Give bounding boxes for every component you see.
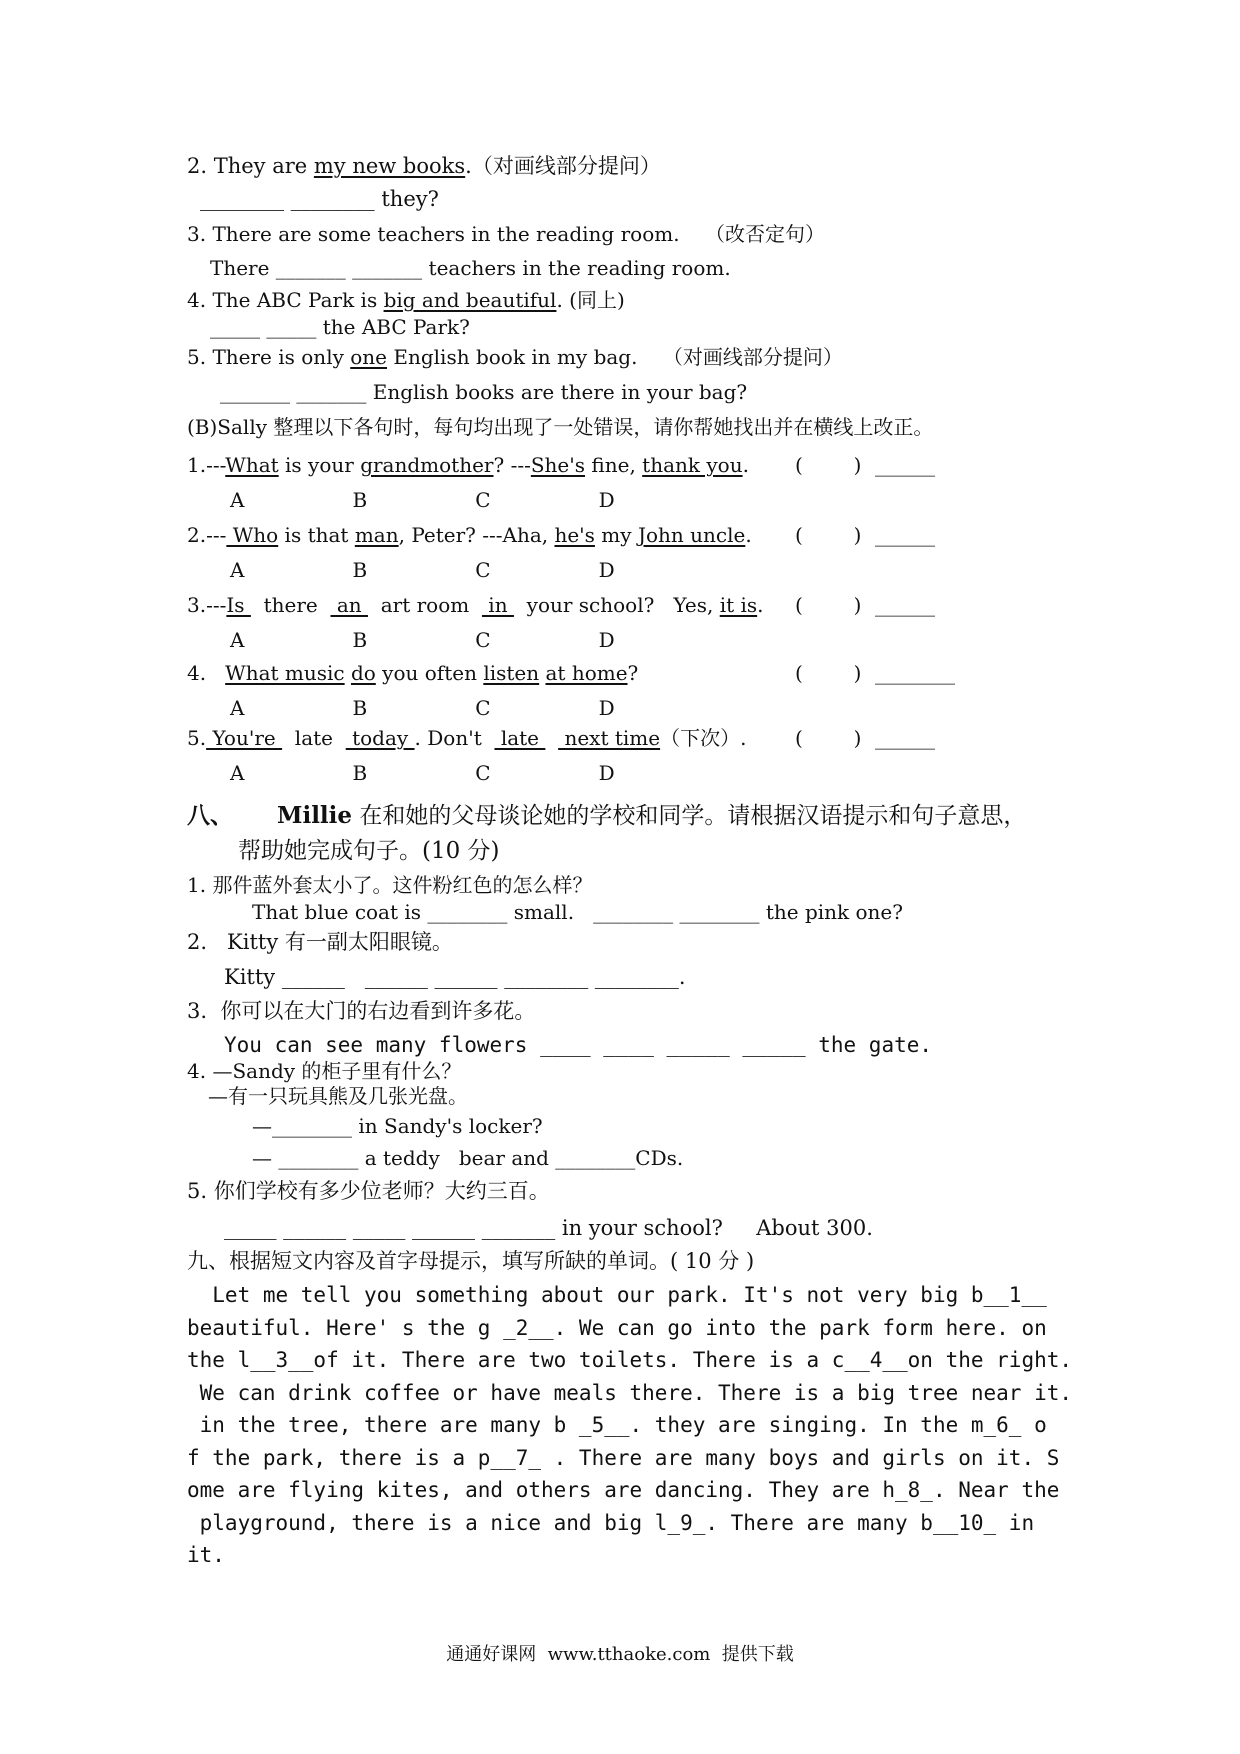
sec8-q3-zh: 3. 你可以在大门的右边看到许多花。 bbox=[187, 999, 536, 1023]
q7b-underlined-part: John uncle bbox=[637, 523, 746, 547]
passage-line: f the park, there is a p__7_ . There are many boys and girls on it. S bbox=[187, 1445, 1060, 1470]
q7a-3: 3. There are some teachers in the reading room. （改否定句） bbox=[187, 222, 825, 246]
q7b-correction-blank: ______ bbox=[875, 523, 935, 547]
sec8-q3-en: You can see many flowers ____ ____ _____ _____ the gate. bbox=[224, 1033, 933, 1057]
q7b-underlined-part: Who bbox=[226, 523, 279, 547]
q7b-text-part: 4. bbox=[187, 661, 226, 685]
sec8-title-cont: 帮助她完成句子。(10 分) bbox=[238, 838, 500, 864]
q7b-answer-paren: ( ) bbox=[795, 593, 862, 617]
sec8-title bbox=[187, 803, 1026, 829]
q7b-text-part bbox=[545, 726, 558, 750]
sec8-q5-en: _____ ______ _____ ______ _______ in your school? About 300. bbox=[224, 1216, 873, 1240]
q7b-underlined-part: late bbox=[494, 726, 546, 750]
q7b-text-part: . bbox=[745, 523, 752, 547]
q7b-underlined-part: he's bbox=[554, 523, 595, 547]
q7b-text-part: is your bbox=[278, 453, 361, 477]
q7b-text-part: ? bbox=[627, 661, 639, 685]
passage-line: beautiful. Here' s the g _2__. We can go into the park form here. on bbox=[187, 1315, 1047, 1340]
q7b-underlined-part: listen bbox=[483, 661, 540, 685]
q7b-option-letters: A B C D bbox=[230, 761, 615, 785]
q7a-5 bbox=[187, 344, 843, 370]
q7b-underlined-part: What bbox=[225, 453, 279, 477]
q7a-5-underlined: one bbox=[350, 345, 388, 369]
sec8-q1-en: That blue coat is ________ small. ________ ________ the pink one? bbox=[252, 900, 903, 924]
sec8-title-rest: 在和她的父母谈论她的学校和同学。请根据汉语提示和句子意思， bbox=[352, 803, 1027, 829]
q7b-underlined-part: She's bbox=[530, 453, 586, 477]
q7b-answer-paren: ( ) bbox=[795, 726, 862, 750]
passage-line: playground, there is a nice and big l_9_. There are many b__10_ in bbox=[187, 1510, 1035, 1535]
q7b-underlined-part: What music bbox=[225, 661, 345, 685]
passage-line: We can drink coffee or have meals there. There is a big tree near it. bbox=[187, 1380, 1073, 1405]
sec8-q1-zh: 1. 那件蓝外套太小了。这件粉红色的怎么样？ bbox=[187, 873, 593, 897]
q7b-text-part: 1.--- bbox=[187, 453, 226, 477]
q7b-item bbox=[187, 452, 749, 478]
passage-line: in the tree, there are many b _5__. they are singing. In the m_6_ o bbox=[187, 1413, 1047, 1437]
q7b-text-part: there bbox=[250, 593, 331, 617]
q7b-text-part: 5. bbox=[187, 726, 207, 750]
q7b-text-part: you often bbox=[375, 661, 484, 685]
q7b-text-part: 3.--- bbox=[187, 593, 227, 617]
q7b-underlined-part: Is bbox=[226, 593, 251, 617]
sec8-title-name: Millie bbox=[277, 802, 353, 829]
passage-line: ome are flying kites, and others are dancing. They are h_8_. Near the bbox=[187, 1478, 1060, 1502]
q7b-underlined-part: do bbox=[350, 661, 376, 685]
q7b-underlined-part: at home bbox=[545, 661, 628, 685]
q7a-4 bbox=[187, 287, 625, 313]
sec8-q2-zh: 2. Kitty 有一副太阳眼镜。 bbox=[187, 930, 453, 954]
q7b-text-part: , Peter? ---Aha, bbox=[398, 523, 555, 547]
sec8-q5-zh: 5. 你们学校有多少位老师？大约三百。 bbox=[187, 1179, 550, 1203]
q7b-text-part: . Don't bbox=[414, 726, 495, 750]
sec8-q4-zh: 4. —Sandy 的柜子里有什么？ bbox=[187, 1059, 462, 1083]
q7b-option-letters: A B C D bbox=[230, 558, 615, 582]
q7a-2-pre: 2. They are bbox=[187, 154, 314, 178]
q7b-correction-blank: ______ bbox=[875, 453, 935, 477]
q7a-2-underlined: my new books bbox=[313, 154, 466, 178]
q7b-underlined-part: an bbox=[330, 593, 369, 617]
q7b-text-part: is that bbox=[278, 523, 355, 547]
q7a-5-pre: 5. There is only bbox=[187, 345, 351, 369]
q7b-item bbox=[187, 592, 764, 618]
q7b-item bbox=[187, 522, 752, 548]
sec8-q4-en2: — ________ a teddy bear and ________CDs. bbox=[252, 1146, 684, 1170]
q7b-option-letters: A B C D bbox=[230, 696, 615, 720]
q7b-item bbox=[187, 660, 638, 686]
sec8-q2-en: Kitty ______ ______ ______ ________ ________. bbox=[224, 965, 686, 989]
q7b-underlined-part: thank you bbox=[642, 453, 743, 477]
q7b-underlined-part: next time bbox=[558, 726, 661, 750]
q7b-text-part: （下次）. bbox=[660, 726, 747, 750]
q7a-3-answer: There _______ _______ teachers in the reading room. bbox=[210, 256, 731, 280]
q7b-answer-paren: ( ) bbox=[795, 523, 862, 547]
sec8-q4-en1: —________ in Sandy's locker? bbox=[252, 1114, 543, 1138]
q7b-answer-paren: ( ) bbox=[795, 661, 862, 685]
q7b-underlined-part: grandmother bbox=[360, 453, 494, 477]
q7b-text-part: . bbox=[742, 453, 749, 477]
q7b-text-part: . bbox=[757, 593, 764, 617]
q7a-4-underlined: big and beautiful bbox=[383, 288, 557, 312]
q7b-text-part: 2.--- bbox=[187, 523, 227, 547]
q7b-option-letters: A B C D bbox=[230, 628, 615, 652]
q7b-correction-blank: ________ bbox=[875, 661, 955, 685]
q7b-text-part: late bbox=[282, 726, 346, 750]
q7b-underlined-part: today bbox=[345, 726, 415, 750]
passage-line: the l__3__of it. There are two toilets. There is a c__4__on the right. bbox=[187, 1348, 1073, 1372]
q7a-4-answer: _____ _____ the ABC Park? bbox=[210, 315, 470, 339]
q7a-2-post: .（对画线部分提问） bbox=[465, 154, 661, 178]
q7b-intro: (B)Sally 整理以下各句时，每句均出现了一处错误，请你帮她找出并在横线上改正。 bbox=[187, 415, 934, 439]
q7b-underlined-part: man bbox=[354, 523, 399, 547]
q7b-answer-paren: ( ) bbox=[795, 453, 862, 477]
q7b-underlined-part: You're bbox=[206, 726, 283, 750]
q7b-correction-blank: ______ bbox=[875, 593, 935, 617]
q7a-4-post: . (同上) bbox=[556, 288, 625, 312]
q7b-underlined-part: it is bbox=[719, 593, 758, 617]
sec9-title: 九、根据短文内容及首字母提示，填写所缺的单词。( 10 分 ) bbox=[187, 1249, 755, 1273]
q7a-2 bbox=[187, 153, 661, 179]
q7b-text-part: fine, bbox=[585, 453, 643, 477]
q7a-2-answer: ________ ________ they? bbox=[200, 187, 439, 211]
q7b-correction-blank: ______ bbox=[875, 726, 935, 750]
q7b-option-letters: A B C D bbox=[230, 488, 615, 512]
sec8-q4-zh2: —有一只玩具熊及几张光盘。 bbox=[208, 1084, 468, 1108]
q7b-text-part: my bbox=[594, 523, 638, 547]
page-footer: 通通好课网 www.tthaoke.com 提供下载 bbox=[446, 1644, 794, 1665]
q7b-item bbox=[187, 725, 746, 751]
passage-line: it. bbox=[187, 1543, 225, 1567]
passage-line: Let me tell you something about our park. It's not very big b__1__ bbox=[187, 1283, 1047, 1307]
sec8-title-num: 八、 bbox=[187, 802, 233, 829]
q7b-underlined-part: in bbox=[481, 593, 514, 617]
q7b-text-part: art room bbox=[368, 593, 482, 617]
q7a-5-answer: _______ _______ English books are there in your bag? bbox=[220, 380, 748, 404]
q7a-4-pre: 4. The ABC Park is bbox=[187, 288, 384, 312]
q7a-5-post: English book in my bag. （对画线部分提问） bbox=[387, 345, 843, 369]
q7b-text-part: your school? Yes, bbox=[513, 593, 720, 617]
q7b-text-part: ? --- bbox=[493, 453, 531, 477]
